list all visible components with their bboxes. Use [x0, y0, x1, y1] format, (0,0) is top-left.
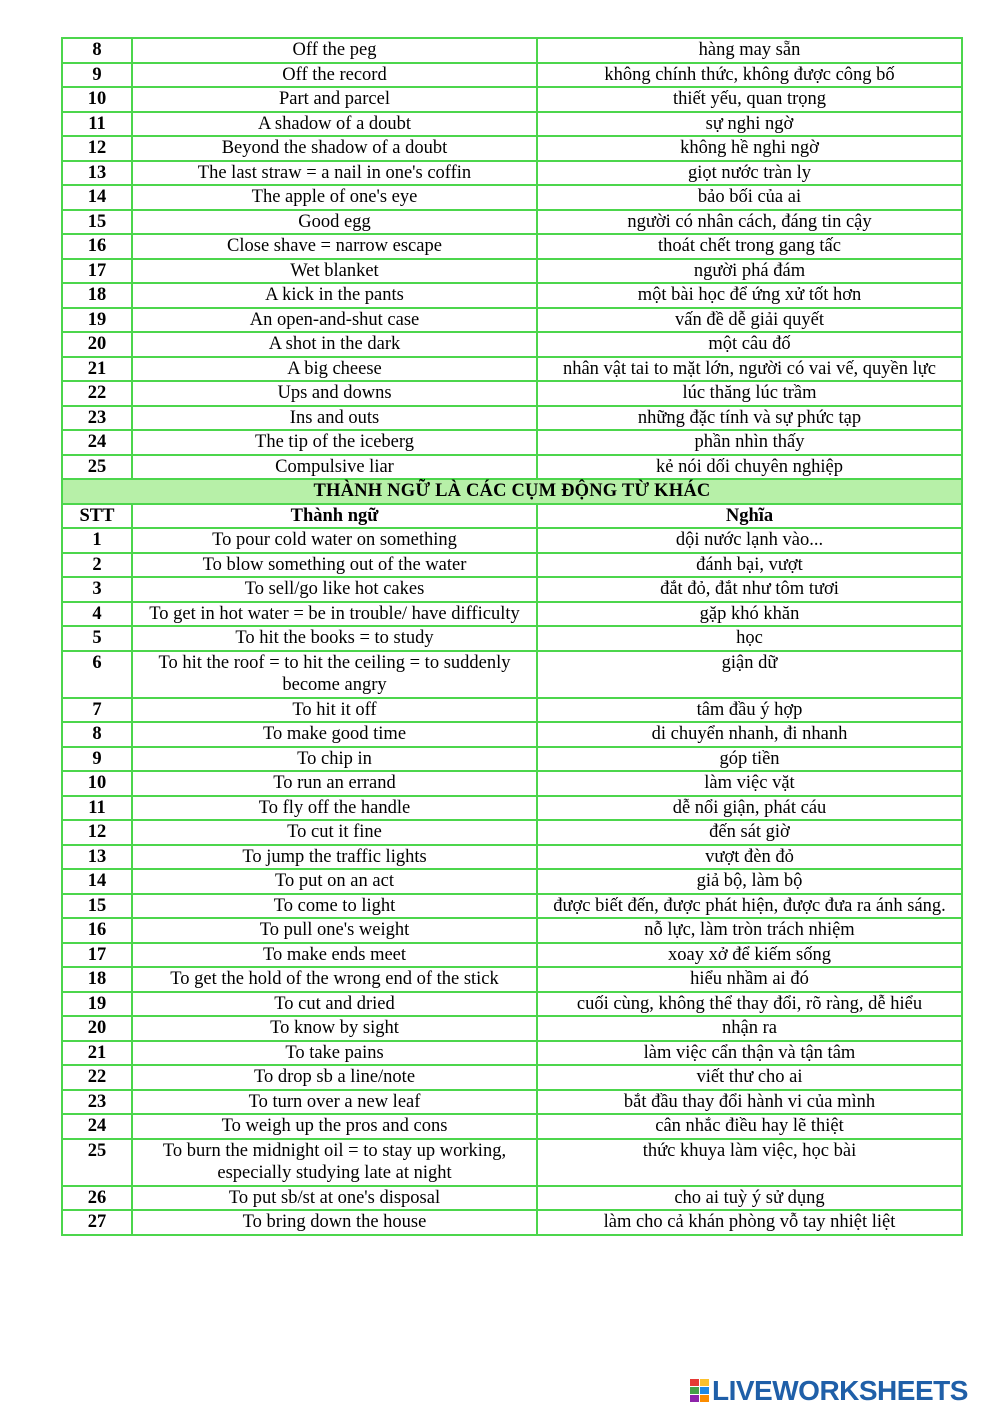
idiom-cell: Close shave = narrow escape [132, 234, 537, 259]
idiom-cell: To get in hot water = be in trouble/ have difficulty [132, 602, 537, 627]
meaning-cell: di chuyển nhanh, đi nhanh [537, 722, 962, 747]
idiom-cell: A shadow of a doubt [132, 112, 537, 137]
idiom-cell: To hit it off [132, 698, 537, 723]
meaning-cell: dễ nổi giận, phát cáu [537, 796, 962, 821]
logo-text: LIVEWORKSHEETS [712, 1375, 968, 1406]
table-row [62, 1186, 962, 1211]
idiom-cell: The apple of one's eye [132, 185, 537, 210]
row-number: 6 [62, 651, 132, 698]
row-number: 22 [62, 381, 132, 406]
table-row [62, 577, 962, 602]
idiom-cell: An open-and-shut case [132, 308, 537, 333]
section-header-group [62, 479, 962, 528]
idiom-cell: To hit the books = to study [132, 626, 537, 651]
idiom-cell: Part and parcel [132, 87, 537, 112]
table-row [62, 820, 962, 845]
row-number: 22 [62, 1065, 132, 1090]
row-number: 25 [62, 455, 132, 480]
row-number: 12 [62, 136, 132, 161]
meaning-cell: thiết yếu, quan trọng [537, 87, 962, 112]
section-title: THÀNH NGỮ LÀ CÁC CỤM ĐỘNG TỪ KHÁC [62, 479, 962, 504]
column-header-row [62, 504, 962, 529]
idiom-cell: Wet blanket [132, 259, 537, 284]
idiom-cell: To pour cold water on something [132, 528, 537, 553]
meaning-cell: viết thư cho ai [537, 1065, 962, 1090]
row-number: 14 [62, 185, 132, 210]
meaning-cell: đến sát giờ [537, 820, 962, 845]
table-row [62, 136, 962, 161]
table-row [62, 381, 962, 406]
meaning-cell: cuối cùng, không thể thay đổi, rõ ràng, dễ hiểu [537, 992, 962, 1017]
header-stt: STT [62, 504, 132, 529]
idiom-cell: To cut it fine [132, 820, 537, 845]
table-row [62, 161, 962, 186]
row-number: 25 [62, 1139, 132, 1186]
meaning-cell: không hề nghi ngờ [537, 136, 962, 161]
table-row [62, 283, 962, 308]
meaning-cell: nhân vật tai to mặt lớn, người có vai vế, quyền lực [537, 357, 962, 382]
row-number: 19 [62, 308, 132, 333]
table-row [62, 87, 962, 112]
row-number: 21 [62, 1041, 132, 1066]
meaning-cell: vấn đề dễ giải quyết [537, 308, 962, 333]
meaning-cell: một câu đố [537, 332, 962, 357]
liveworksheets-logo [690, 1374, 990, 1408]
meaning-cell: phần nhìn thấy [537, 430, 962, 455]
meaning-cell: người phá đám [537, 259, 962, 284]
row-number: 15 [62, 894, 132, 919]
meaning-cell: lúc thăng lúc trầm [537, 381, 962, 406]
row-number: 11 [62, 796, 132, 821]
table-row [62, 332, 962, 357]
table-row [62, 869, 962, 894]
row-number: 14 [62, 869, 132, 894]
meaning-cell: những đặc tính và sự phức tạp [537, 406, 962, 431]
idiom-cell: To turn over a new leaf [132, 1090, 537, 1115]
meaning-cell: vượt đèn đỏ [537, 845, 962, 870]
idioms-table [61, 37, 963, 1236]
idiom-cell: To cut and dried [132, 992, 537, 1017]
row-number: 2 [62, 553, 132, 578]
idiom-cell: Off the record [132, 63, 537, 88]
idiom-cell: To put sb/st at one's disposal [132, 1186, 537, 1211]
idiom-cell: Off the peg [132, 38, 537, 63]
table-row [62, 406, 962, 431]
row-number: 10 [62, 771, 132, 796]
table-row [62, 626, 962, 651]
meaning-cell: thức khuya làm việc, học bài [537, 1139, 962, 1186]
header-meaning: Nghĩa [537, 504, 962, 529]
meaning-cell: người có nhân cách, đáng tin cậy [537, 210, 962, 235]
meaning-cell: tâm đầu ý hợp [537, 698, 962, 723]
table-row [62, 918, 962, 943]
row-number: 12 [62, 820, 132, 845]
table-row [62, 747, 962, 772]
table-row [62, 943, 962, 968]
table-row [62, 185, 962, 210]
meaning-cell: dội nước lạnh vào... [537, 528, 962, 553]
row-number: 4 [62, 602, 132, 627]
idiom-cell: To make good time [132, 722, 537, 747]
idiom-cell: The last straw = a nail in one's coffin [132, 161, 537, 186]
row-number: 18 [62, 283, 132, 308]
table-row [62, 651, 962, 698]
idiom-cell: To run an errand [132, 771, 537, 796]
idiom-cell: Beyond the shadow of a doubt [132, 136, 537, 161]
row-number: 8 [62, 38, 132, 63]
row-number: 3 [62, 577, 132, 602]
row-number: 1 [62, 528, 132, 553]
table-row [62, 259, 962, 284]
idiom-cell: To chip in [132, 747, 537, 772]
meaning-cell: một bài học để ứng xử tốt hơn [537, 283, 962, 308]
meaning-cell: học [537, 626, 962, 651]
table-row [62, 992, 962, 1017]
table-part-2 [62, 528, 962, 1235]
meaning-cell: bảo bối của ai [537, 185, 962, 210]
meaning-cell: làm việc cẩn thận và tận tâm [537, 1041, 962, 1066]
row-number: 19 [62, 992, 132, 1017]
idiom-cell: Compulsive liar [132, 455, 537, 480]
table-row [62, 553, 962, 578]
row-number: 21 [62, 357, 132, 382]
meaning-cell: được biết đến, được phát hiện, được đưa ra ánh sáng. [537, 894, 962, 919]
meaning-cell: đắt đỏ, đắt như tôm tươi [537, 577, 962, 602]
idiom-cell: To drop sb a line/note [132, 1065, 537, 1090]
meaning-cell: góp tiền [537, 747, 962, 772]
table-row [62, 528, 962, 553]
row-number: 27 [62, 1210, 132, 1235]
table-row [62, 1210, 962, 1235]
row-number: 26 [62, 1186, 132, 1211]
meaning-cell: gặp khó khăn [537, 602, 962, 627]
header-idiom: Thành ngữ [132, 504, 537, 529]
meaning-cell: làm việc vặt [537, 771, 962, 796]
table-row [62, 234, 962, 259]
idiom-cell: To weigh up the pros and cons [132, 1114, 537, 1139]
row-number: 5 [62, 626, 132, 651]
meaning-cell: cho ai tuỳ ý sử dụng [537, 1186, 962, 1211]
logo-blocks-icon [690, 1379, 710, 1403]
row-number: 7 [62, 698, 132, 723]
row-number: 13 [62, 845, 132, 870]
idiom-cell: A big cheese [132, 357, 537, 382]
meaning-cell: kẻ nói dối chuyên nghiệp [537, 455, 962, 480]
row-number: 13 [62, 161, 132, 186]
idiom-cell: To burn the midnight oil = to stay up working, especially studying late at night [132, 1139, 537, 1186]
table-row [62, 430, 962, 455]
idiom-cell: To bring down the house [132, 1210, 537, 1235]
meaning-cell: xoay xở để kiếm sống [537, 943, 962, 968]
idiom-cell: Good egg [132, 210, 537, 235]
meaning-cell: thoát chết trong gang tấc [537, 234, 962, 259]
table-row [62, 698, 962, 723]
meaning-cell: hàng may sẵn [537, 38, 962, 63]
table-row [62, 210, 962, 235]
meaning-cell: không chính thức, không được công bố [537, 63, 962, 88]
table-row [62, 722, 962, 747]
meaning-cell: giọt nước tràn ly [537, 161, 962, 186]
meaning-cell: cân nhắc điều hay lẽ thiệt [537, 1114, 962, 1139]
row-number: 8 [62, 722, 132, 747]
idiom-cell: To get the hold of the wrong end of the stick [132, 967, 537, 992]
idiom-cell: To put on an act [132, 869, 537, 894]
table-row [62, 1016, 962, 1041]
row-number: 9 [62, 747, 132, 772]
idiom-cell: To sell/go like hot cakes [132, 577, 537, 602]
meaning-cell: giận dữ [537, 651, 962, 698]
table-row [62, 1114, 962, 1139]
table-row [62, 38, 962, 63]
row-number: 17 [62, 943, 132, 968]
row-number: 23 [62, 406, 132, 431]
idiom-cell: To hit the roof = to hit the ceiling = to suddenly become angry [132, 651, 537, 698]
row-number: 17 [62, 259, 132, 284]
row-number: 15 [62, 210, 132, 235]
idiom-cell: To fly off the handle [132, 796, 537, 821]
row-number: 24 [62, 1114, 132, 1139]
row-number: 16 [62, 918, 132, 943]
table-row [62, 602, 962, 627]
meaning-cell: đánh bại, vượt [537, 553, 962, 578]
table-row [62, 455, 962, 480]
table-row [62, 771, 962, 796]
table-row [62, 63, 962, 88]
meaning-cell: nỗ lực, làm tròn trách nhiệm [537, 918, 962, 943]
table-row [62, 845, 962, 870]
row-number: 20 [62, 1016, 132, 1041]
idiom-cell: To take pains [132, 1041, 537, 1066]
row-number: 24 [62, 430, 132, 455]
table-part-1 [62, 38, 962, 479]
meaning-cell: bắt đầu thay đổi hành vi của mình [537, 1090, 962, 1115]
table-row [62, 1139, 962, 1186]
idiom-cell: To come to light [132, 894, 537, 919]
table-row [62, 1065, 962, 1090]
meaning-cell: giả bộ, làm bộ [537, 869, 962, 894]
row-number: 20 [62, 332, 132, 357]
idiom-cell: A shot in the dark [132, 332, 537, 357]
idiom-cell: Ins and outs [132, 406, 537, 431]
table-row [62, 796, 962, 821]
meaning-cell: làm cho cả khán phòng vỗ tay nhiệt liệt [537, 1210, 962, 1235]
row-number: 16 [62, 234, 132, 259]
idiom-cell: To make ends meet [132, 943, 537, 968]
table-row [62, 357, 962, 382]
idiom-cell: To know by sight [132, 1016, 537, 1041]
table-row [62, 112, 962, 137]
idiom-cell: The tip of the iceberg [132, 430, 537, 455]
table-row [62, 308, 962, 333]
meaning-cell: hiểu nhầm ai đó [537, 967, 962, 992]
idiom-cell: Ups and downs [132, 381, 537, 406]
row-number: 9 [62, 63, 132, 88]
meaning-cell: sự nghi ngờ [537, 112, 962, 137]
row-number: 18 [62, 967, 132, 992]
idiom-cell: A kick in the pants [132, 283, 537, 308]
row-number: 23 [62, 1090, 132, 1115]
row-number: 10 [62, 87, 132, 112]
row-number: 11 [62, 112, 132, 137]
idiom-cell: To pull one's weight [132, 918, 537, 943]
idiom-cell: To blow something out of the water [132, 553, 537, 578]
table-row [62, 967, 962, 992]
table-row [62, 894, 962, 919]
meaning-cell: nhận ra [537, 1016, 962, 1041]
idiom-cell: To jump the traffic lights [132, 845, 537, 870]
table-row [62, 1090, 962, 1115]
table-row [62, 1041, 962, 1066]
section-title-row [62, 479, 962, 504]
